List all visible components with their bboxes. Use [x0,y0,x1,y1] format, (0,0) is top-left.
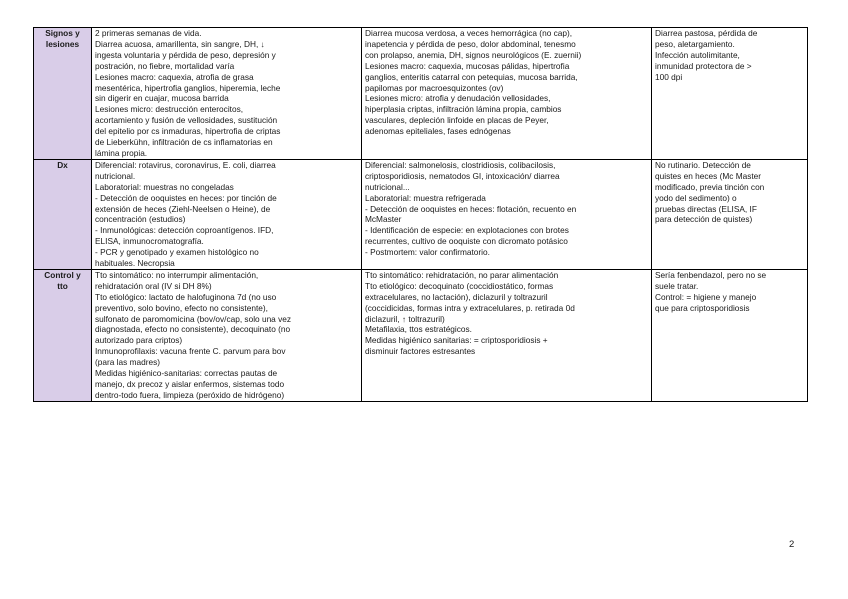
cell-line: manejo, dx precoz y aislar enfermos, sistemas todo [95,379,285,389]
cell-giardiosis-tto [652,269,808,401]
cell-line: diagnostada, efecto no consistente), decoquinato (no [95,324,291,335]
cell-line: Lesiones macro: caquexia, atrofia de grasa [95,71,254,82]
cell-line: Medidas higiénico-sanitarias: correctas pautas de [95,368,278,379]
cell-line: Infección autolimitante, [655,49,740,60]
cell-line: Metafilaxia, ttos estratégicos. [365,324,472,335]
cell-line: Tto sintomático: rehidratación, no parar alimentación [365,269,559,280]
page-number: 2 [789,539,795,550]
cell-line: extensión de heces (Ziehl-Neelsen o Heine), de [95,203,271,214]
row-header-line: tto [57,280,68,291]
cell-line: Sería fenbendazol, pero no se [655,269,767,280]
cell-line: Lesiones micro: atrofia y denudación vellosidades, [365,93,551,104]
cell-line: - PCR y genotipado y examen histológico no [95,247,259,258]
cell-line: lámina propia. [95,147,148,158]
cell-line: Diferencial: rotavirus, coronavirus, E. coli, diarrea [95,159,276,170]
cell-giardiosis-dx [652,159,808,269]
cell-line: Diarrea acuosa, amarillenta, sin sangre, DH, ↓ [95,38,265,49]
cell-line: diclazuril, ↑ toltrazuril) [365,313,445,324]
cell-line: concentración (estudios) [95,214,186,225]
cell-line: papilomas por macroesquizontes (ov) [365,82,504,93]
cell-line: - Postmortem: valor confirmatorio. [365,247,490,258]
cell-line: - Detección de ooquistes en heces: por tinción de [95,192,277,203]
cell-line: habituales. Necropsia [95,258,175,269]
cell-line: sin digerir en cuajar, mucosa barrida [95,93,229,104]
cell-cryptosporidiosis-signos [92,28,362,160]
cell-line: adenomas epiteliales, fases ednógenas [365,126,511,137]
cell-line: Tto sintomático: no interrumpir alimentación, [95,269,259,280]
cell-line: recurrentes, cultivo de ooquiste con dicromato potásico [365,236,568,247]
cell-line: (coccidicidas, formas intra y extracelulares, p. retirada 0d [365,302,575,313]
cell-coccidiosis-signos [362,28,652,160]
cell-coccidiosis-tto [362,269,652,401]
table-row-control-tto [34,269,808,401]
cell-line: disminuir factores estresantes [365,346,476,357]
row-header-line: lesiones [45,38,80,49]
cell-line: Control: = higiene y manejo [655,291,757,302]
cell-line: - Inmunológicas: detección coproantígenos. IFD, [95,225,274,236]
table-row-signos-lesiones [34,28,808,160]
cell-line: Diferencial: salmonelosis, clostridiosis, colibacilosis, [365,159,556,170]
row-header-line: Control y [44,269,81,280]
cell-line: inapetencia y pérdida de peso, dolor abdominal, tenesmo [365,38,576,49]
row-header-control-tto [34,269,92,401]
cell-line: (para las madres) [95,357,161,368]
cell-line: mesentérica, hipertrofia ganglios, hiperemia, leche [95,82,281,93]
cell-line: pruebas directas (ELISA, IF [655,203,757,214]
table-row-dx [34,159,808,269]
cell-line: de Lieberkühn, infiltración de cs inflamatorias en [95,137,273,148]
cell-line: criptosporidiosis, nematodos GI, intoxicación/ diarrea [365,170,560,181]
cell-line: Medidas higiénico sanitarias: = criptosporidiosis + [365,335,548,346]
cell-line: rehidratación oral (IV si DH 8%) [95,280,212,291]
cell-line: yodo del sedimento) o [655,192,737,203]
cell-line: postración, no fiebre, mortalidad varía [95,60,235,71]
cell-line: McMaster [365,214,402,225]
cell-line: con prolapso, anemia, DH, signos neurológicos (E. zuernii) [365,49,582,60]
cell-cryptosporidiosis-tto [92,269,362,401]
cell-line: autorizado para criptos) [95,335,183,346]
cell-line: vasculares, depleción linfoide en placas de Peyer, [365,115,549,126]
cell-line: - Detección de ooquistes en heces: flotación, recuento en [365,203,577,214]
cell-line: ingesta voluntaria y pérdida de peso, depresión y [95,49,276,60]
cell-giardiosis-signos [652,28,808,160]
cell-line: Lesiones micro: destrucción enterocitos, [95,104,244,115]
cell-line: suele tratar. [655,280,699,291]
cell-coccidiosis-dx [362,159,652,269]
row-header-dx [34,159,92,269]
cell-line: ganglios, enteritis catarral con petequias, mucosa barrida, [365,71,578,82]
cell-line: dentro-todo fuera, limpieza (peróxido de hidrógeno) [95,389,285,400]
cell-line: que para criptosporidiosis [655,302,750,313]
cell-line: Tto etiológico: decoquinato (coccidiostático, formas [365,280,554,291]
cell-line: extracelulares, no lactación), diclazuril y toltrazuril [365,291,548,302]
cell-line: Diarrea mucosa verdosa, a veces hemorrágica (no cap), [365,28,573,38]
cell-line: acortamiento y fusión de vellosidades, sustitución [95,115,278,126]
cell-line: modificado, previa tinción con [655,181,765,192]
cell-line: Laboratorial: muestra refrigerada [365,192,486,203]
cell-line: preventivo, solo bovino, efecto no consistente), [95,302,268,313]
cell-line: 2 primeras semanas de vida. [95,28,202,38]
notes-table [33,27,808,402]
cell-line: No rutinario. Detección de [655,159,751,170]
row-header-line: Signos y [45,28,80,38]
cell-line: peso, aletargamiento. [655,38,735,49]
row-header-signos-lesiones [34,28,92,160]
cell-line: ELISA, inmunocromatografía. [95,236,204,247]
cell-line: Lesiones macro: caquexia, mucosas pálidas, hipertrofia [365,60,570,71]
cell-line: para detección de quistes) [655,214,753,225]
cell-line: nutricional... [365,181,410,192]
cell-line: Diarrea pastosa, pérdida de [655,28,758,38]
row-header-line: Dx [57,159,68,170]
cell-line: 100 dpi [655,71,683,82]
cell-line: del epitelio por cs inmaduras, hipertrofia de criptas [95,126,281,137]
cell-cryptosporidiosis-dx [92,159,362,269]
cell-line: Tto etiológico: lactato de halofuginona 7d (no uso [95,291,277,302]
cell-line: quistes en heces (Mc Master [655,170,762,181]
cell-line: sulfonato de paromomicina (bov/ov/cap, solo una vez [95,313,292,324]
cell-line: Laboratorial: muestras no congeladas [95,181,234,192]
cell-line: - Identificación de especie: en explotaciones con brotes [365,225,569,236]
cell-line: Inmunoprofilaxis: vacuna frente C. parvum para bov [95,346,286,357]
cell-line: inmunidad protectora de > [655,60,752,71]
cell-line: nutricional. [95,170,136,181]
cell-line: hiperplasia criptas, infiltración lámina propia, cambios [365,104,562,115]
